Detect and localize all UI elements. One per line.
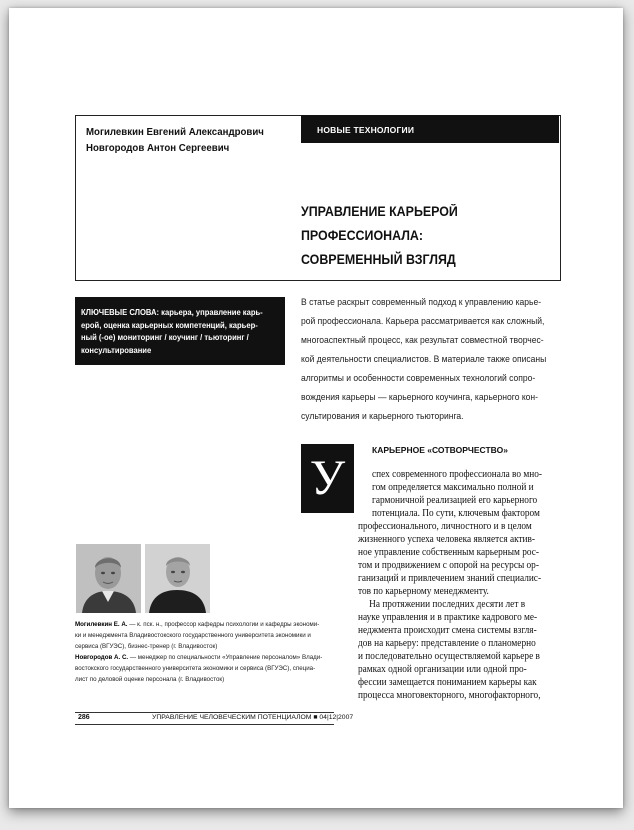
body-line: гом определяется максимально полной и bbox=[372, 482, 534, 493]
body-text-indented bbox=[372, 468, 562, 520]
body-line: потенциала. По сути, ключевым фактором bbox=[372, 508, 540, 519]
footer-rule-top bbox=[75, 712, 334, 713]
bio-line bbox=[75, 652, 340, 663]
journal-name: УПРАВЛЕНИЕ ЧЕЛОВЕЧЕСКИМ ПОТЕНЦИАЛОМ ■ 04|12|2007 bbox=[152, 714, 354, 721]
section-label-bar bbox=[301, 115, 559, 143]
title-line: ПРОФЕССИОНАЛА: bbox=[301, 228, 424, 243]
keywords-line: ерой, оценка карьерных компетенций, карьер- bbox=[81, 320, 258, 330]
body-line: неджмента происходит смена системы взгля- bbox=[358, 625, 537, 636]
author-name: Новгородов Антон Сергеевич bbox=[86, 142, 230, 154]
body-line: и последовательно осуществляемой карьере в bbox=[358, 651, 540, 662]
section-heading: КАРЬЕРНОЕ «СОТВОРЧЕСТВО» bbox=[372, 445, 508, 455]
bio-line bbox=[75, 630, 340, 641]
section-label: НОВЫЕ ТЕХНОЛОГИИ bbox=[317, 125, 415, 135]
title-line: УПРАВЛЕНИЕ КАРЬЕРОЙ bbox=[301, 204, 458, 219]
keywords-text bbox=[81, 307, 279, 357]
body-line: ное управление собственным карьерным рос- bbox=[358, 547, 539, 558]
body-line: спех современного профессионала во мно- bbox=[372, 469, 542, 480]
body-line: рамках одной организации или одной про- bbox=[358, 664, 527, 675]
bio-text: ки и менеджмента Владивостокского государственного университета экономики и bbox=[75, 632, 311, 639]
keywords-line: КЛЮЧЕВЫЕ СЛОВА: карьера, управление карь- bbox=[81, 308, 263, 317]
bio-author-name: Могилевкин Е. А. bbox=[75, 621, 128, 628]
body-line: тов по карьерному менеджменту. bbox=[358, 586, 489, 597]
body-line: ганизаций и привлечением знаний специалис- bbox=[358, 573, 542, 584]
footer-rule-bottom bbox=[75, 724, 334, 725]
authors-block bbox=[86, 124, 276, 156]
keywords-line: консультирование bbox=[81, 345, 152, 355]
bio-author-name: Новгородов А. С. bbox=[75, 654, 129, 661]
abstract bbox=[301, 293, 563, 426]
author-name: Могилевкин Евгений Александрович bbox=[86, 126, 264, 138]
drop-cap: У bbox=[301, 444, 354, 513]
author-photo-mogilevkin bbox=[76, 544, 141, 613]
abstract-line: кой деятельности специалистов. В материале также описаны bbox=[301, 354, 547, 364]
abstract-line: сультирования и карьерного тьюторинга. bbox=[301, 411, 464, 421]
body-text bbox=[358, 520, 562, 702]
abstract-line: многоаспектный процесс, как результат совместной творчес- bbox=[301, 335, 544, 345]
page-number: 286 bbox=[78, 714, 90, 721]
body-line: гармоничной реализацией его карьерного bbox=[372, 495, 538, 506]
bio-line bbox=[75, 641, 340, 652]
body-line: фессии замещается пониманием карьеры как bbox=[358, 677, 537, 688]
abstract-line: В статье раскрыт современный подход к управлению карье- bbox=[301, 297, 542, 307]
body-line: На протяжении последних десяти лет в bbox=[369, 599, 526, 610]
abstract-line: алгоритмы и особенности современных технологий сопро- bbox=[301, 373, 536, 383]
body-line: том и продвижением с опорой на ресурсы ор- bbox=[358, 560, 539, 571]
author-photo-novgorodov bbox=[145, 544, 210, 613]
abstract-line: рой профессионала. Карьера рассматривается как сложный, bbox=[301, 316, 545, 326]
keywords-line: ный (-ое) мониторинг / коучинг / тьюторинг / bbox=[81, 333, 249, 342]
bio-text: лист по деловой оценке персонала (г. Владивосток) bbox=[75, 676, 225, 683]
abstract-line: вождения карьеры — карьерного коучинга, карьерного кон- bbox=[301, 392, 538, 402]
author-bios bbox=[75, 619, 340, 685]
bio-line bbox=[75, 674, 340, 685]
body-line: дов на карьеру: представление о планомерно bbox=[358, 638, 536, 649]
article-title bbox=[301, 200, 531, 272]
bio-text: — к. пск. н., профессор кафедры психологии и кафедры экономи- bbox=[127, 621, 320, 628]
title-line: СОВРЕМЕННЫЙ ВЗГЛЯД bbox=[301, 252, 456, 267]
bio-text: востокского государственного университета экономики и сервиса (ВГУЭС), специа- bbox=[75, 665, 316, 672]
bio-text: сервиса (ВГУЭС), бизнес-тренер (г. Владивосток) bbox=[75, 643, 218, 650]
body-line: профессионального, личностного и в целом bbox=[358, 521, 532, 532]
keywords-box bbox=[75, 297, 285, 365]
body-line: процесса многовекторного, многофакторного, bbox=[358, 690, 541, 701]
bio-line bbox=[75, 663, 340, 674]
bio-line bbox=[75, 619, 340, 630]
body-line: жизненного успеха человека является актив- bbox=[358, 534, 536, 545]
body-line: науке управления и в практике кадрового ме- bbox=[358, 612, 538, 623]
bio-text: — менеджер по специальности «Управление персоналом» Влади- bbox=[128, 654, 323, 661]
